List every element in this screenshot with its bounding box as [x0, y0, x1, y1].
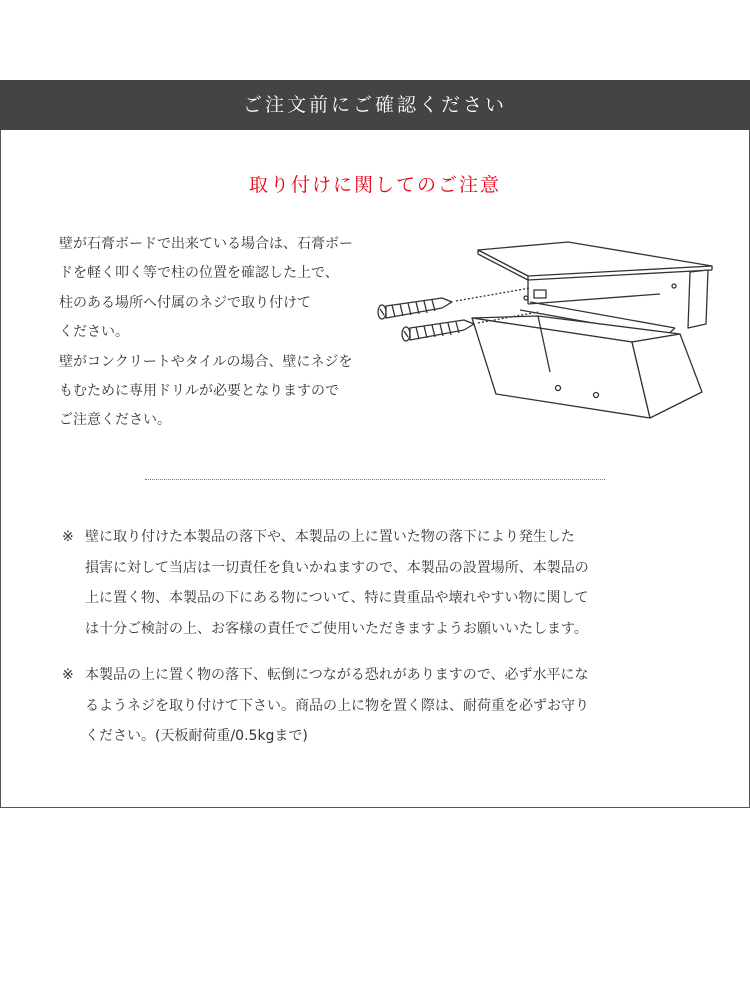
note-line: は十分ご検討の上、お客様の責任でご使用いただきますようお願いいたします。 [85, 620, 588, 637]
caution-note [62, 660, 702, 752]
section-title: 取り付けに関してのご注意 [248, 174, 501, 196]
note-line: ください。(天板耐荷重/0.5kgまで) [85, 728, 308, 744]
wall-shelf-with-screws-illustration [370, 232, 715, 432]
note-line: 本製品の上に置く物の落下、転倒につながる恐れがありますので、必ず水平にな [85, 667, 589, 683]
instruction-line: 壁がコンクリートやタイルの場合、壁にネジを [59, 353, 353, 370]
notice-header [0, 80, 750, 130]
instruction-line: ご注意ください。 [59, 412, 171, 429]
note-line: 上に置く物、本製品の下にある物について、特に貴重品や壊れやすい物に関して [85, 590, 589, 606]
shelf-back-panel [688, 270, 708, 328]
instruction-line: 壁が石膏ボードで出来ている場合は、石膏ボー [59, 236, 353, 252]
note-line: 損害に対して当店は一切責任を負いかねますので、本製品の設置場所、本製品の [85, 559, 589, 576]
note-mark: ※ [62, 529, 74, 545]
screw-icon [378, 288, 530, 319]
instruction-line: ドを軽く叩く等で柱の位置を確認した上で、 [59, 265, 339, 282]
header-title: ご注文前にご確認ください [242, 94, 507, 116]
installation-instructions [59, 230, 419, 436]
dotted-divider [145, 479, 605, 480]
instruction-line: もむために専用ドリルが必要となりますので [59, 383, 339, 400]
instruction-line: 柱のある場所へ付属のネジで取り付けて [59, 294, 311, 311]
note-line: るようネジを取り付けて下さい。商品の上に物を置く際は、耐荷重を必ずお守り [85, 697, 589, 714]
note-mark: ※ [62, 667, 74, 683]
instruction-line: ください。 [59, 324, 129, 341]
note-line: 壁に取り付けた本製品の落下や、本製品の上に置いた物の落下により発生した [85, 529, 575, 545]
caution-note [62, 522, 702, 644]
